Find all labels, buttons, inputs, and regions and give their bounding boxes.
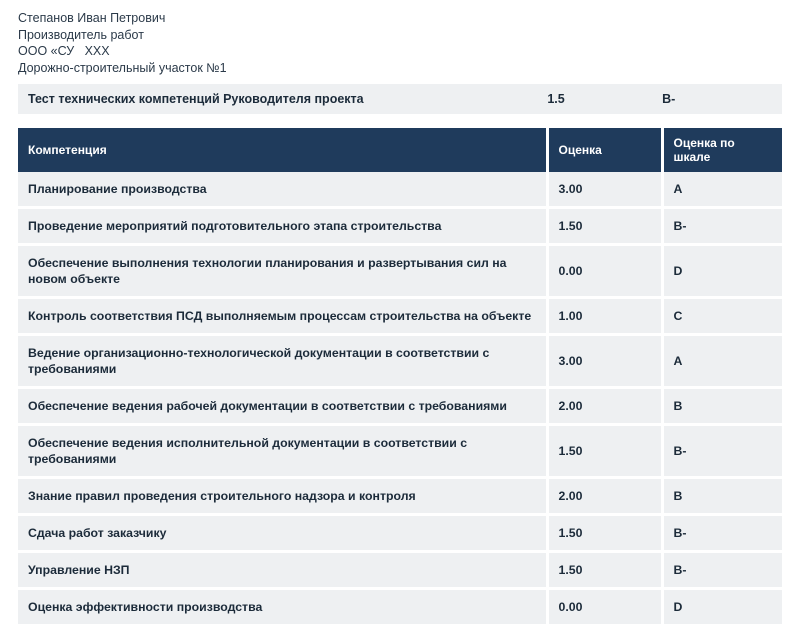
competence-table (18, 128, 782, 627)
cell-score: 1.50 (547, 552, 662, 589)
cell-competence: Проведение мероприятий подготовительного этапа строительства (18, 208, 547, 245)
cell-score: 3.00 (547, 172, 662, 208)
summary-title: Тест технических компетенций Руководителя проекта (28, 92, 364, 106)
table-row (18, 172, 782, 208)
person-unit: Дорожно-строительный участок №1 (18, 60, 227, 75)
table-row (18, 208, 782, 245)
cell-score: 2.00 (547, 478, 662, 515)
cell-score: 0.00 (547, 245, 662, 298)
cell-scale: B- (662, 515, 782, 552)
cell-competence: Обеспечение ведения исполнительной документации в соответствии с требованиями (18, 425, 547, 478)
cell-competence: Ведение организационно-технологической документации в соответствии с требованиями (18, 335, 547, 388)
table-row (18, 335, 782, 388)
header-score: Оценка (547, 128, 662, 172)
cell-competence: Знание правил проведения строительного надзора и контроля (18, 478, 547, 515)
table-row (18, 589, 782, 626)
cell-scale: A (662, 172, 782, 208)
cell-competence: Планирование производства (18, 172, 547, 208)
cell-competence: Обеспечение ведения рабочей документации в соответствии с требованиями (18, 388, 547, 425)
cell-competence: Сдача работ заказчику (18, 515, 547, 552)
table-row (18, 425, 782, 478)
cell-score: 0.00 (547, 589, 662, 626)
cell-competence: Управление НЗП (18, 552, 547, 589)
cell-competence: Обеспечение выполнения технологии планирования и развертывания сил на новом объекте (18, 245, 547, 298)
cell-score: 2.00 (547, 388, 662, 425)
cell-scale: B (662, 388, 782, 425)
table-row (18, 388, 782, 425)
cell-scale: B- (662, 552, 782, 589)
table-row (18, 478, 782, 515)
person-position: Производитель работ (18, 27, 144, 42)
table-row (18, 298, 782, 335)
person-name: Степанов Иван Петрович (18, 11, 166, 25)
header-competence: Компетенция (18, 128, 547, 172)
summary-row (18, 84, 782, 114)
table-row (18, 552, 782, 589)
cell-score: 1.50 (547, 515, 662, 552)
table-row (18, 515, 782, 552)
cell-scale: D (662, 245, 782, 298)
person-info (18, 10, 782, 76)
cell-scale: A (662, 335, 782, 388)
cell-score: 1.50 (547, 425, 662, 478)
cell-scale: B (662, 478, 782, 515)
cell-score: 1.50 (547, 208, 662, 245)
table-header-row (18, 128, 782, 172)
cell-score: 1.00 (547, 298, 662, 335)
cell-score: 3.00 (547, 335, 662, 388)
cell-scale: D (662, 589, 782, 626)
person-organization: ООО «СУ XXX (18, 44, 110, 58)
table-body (18, 172, 782, 626)
summary-score: 1.5 (547, 92, 565, 106)
cell-competence: Оценка эффективности производства (18, 589, 547, 626)
summary-scale: B- (662, 92, 676, 106)
cell-scale: C (662, 298, 782, 335)
cell-scale: B- (662, 425, 782, 478)
header-scale: Оценка по шкале (662, 128, 782, 172)
cell-scale: B- (662, 208, 782, 245)
table-row (18, 245, 782, 298)
cell-competence: Контроль соответствия ПСД выполняемым процессам строительства на объекте (18, 298, 547, 335)
